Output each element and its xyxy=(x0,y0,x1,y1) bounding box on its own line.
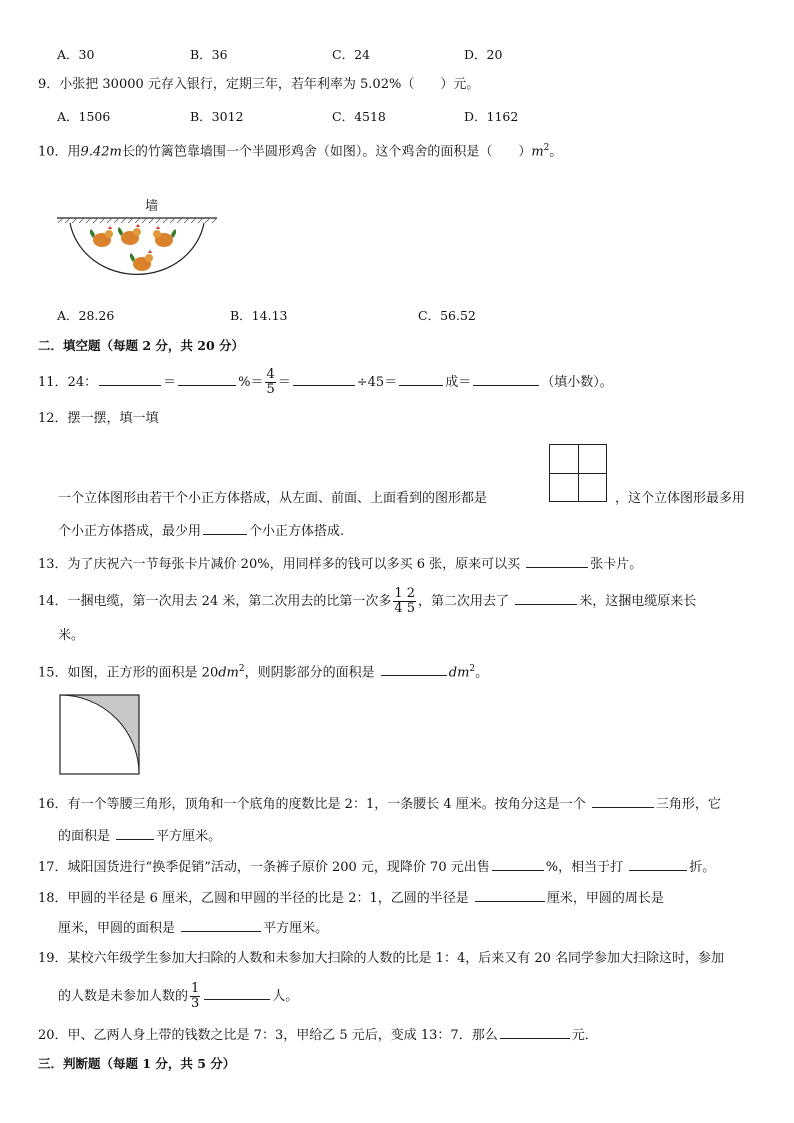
view-grid-figure xyxy=(549,444,607,502)
q12-line-1b: ，这个立体图形最多用 xyxy=(615,491,746,506)
q20-blank[interactable] xyxy=(500,1025,570,1039)
chicken-coop-figure xyxy=(52,192,222,292)
q16-blank-2[interactable] xyxy=(116,826,154,840)
q16-blank-1[interactable] xyxy=(592,794,654,808)
square-shaded-figure xyxy=(59,694,141,776)
q11-blank-3[interactable] xyxy=(293,372,355,386)
q11-blank-1[interactable] xyxy=(99,372,161,386)
q9-option-b: B．3012 xyxy=(190,109,244,124)
q11-blank-4[interactable] xyxy=(399,372,443,386)
q16-line: 16．有一个等腰三角形，顶角和一个底角的度数比是 2：1，一条腰长 4 厘米。按角分这是一个 三角形，它 xyxy=(38,794,721,814)
q9-option-a: A．1506 xyxy=(57,109,111,124)
q16-line-2: 的面积是 平方厘米。 xyxy=(58,826,221,846)
q11-blank-2[interactable] xyxy=(178,372,236,386)
q13-blank[interactable] xyxy=(526,554,588,568)
q17-line: 17．城阳国货进行“换季促销”活动，一条裤子原价 200 元，现降价 70 元出售 %，相当于打 折。 xyxy=(38,857,715,877)
chicken-icons xyxy=(90,224,176,271)
q12-line-2: 个小正方体搭成，最少用 个小正方体搭成. xyxy=(58,521,344,541)
q11-line: 11．24： ＝ %＝ $\frac{4}{5}$ ＝ ÷45＝ 成＝ （填小数）。 xyxy=(38,367,613,397)
q17-blank-1[interactable] xyxy=(492,857,544,871)
q14-line-2: 米。 xyxy=(58,628,85,643)
section-judge-title: 三．判断题（每题 1 分，共 5 分） xyxy=(38,1056,236,1071)
q14-line: 14．一捆电缆，第一次用去 24 米，第二次用去的比第一次多 $\frac{1 2}{4 5}$ ，第二次用去了 米，这捆电缆原来长 xyxy=(38,586,697,616)
q10-option-a: A．28.26 xyxy=(57,308,115,323)
q20-line: 20．甲、乙两人身上带的钱数之比是 7：3，甲给乙 5 元后，变成 13：7．那么 元． xyxy=(38,1025,598,1045)
q11-blank-5[interactable] xyxy=(473,372,539,386)
q9-stem: 9．小张把 30000 元存入银行，定期三年，若年利率为 5.02%（ ）元。 xyxy=(38,77,480,92)
q19-line: 19．某校六年级学生参加大扫除的人数和未参加大扫除的人数的比是 1：4，后来又有 20 名同学参加大扫除这时，参加 xyxy=(38,951,725,966)
q18-blank-1[interactable] xyxy=(475,888,545,902)
q19-line-2: 的人数是未参加人数的 $\frac{1}{3}$ 人。 xyxy=(58,981,299,1011)
q12-line-1a: 一个立体图形由若干个小正方体搭成，从左面、前面、上面看到的图形都是 xyxy=(58,491,488,506)
q8-option-c: C．24 xyxy=(332,47,370,62)
q9-option-d: D．1162 xyxy=(464,109,519,124)
q12-title: 12．摆一摆，填一填 xyxy=(38,411,159,426)
q18-line: 18．甲圆的半径是 6 厘米，乙圆和甲圆的半径的比是 2：1，乙圆的半径是 厘米，甲圆的周长是 xyxy=(38,888,664,908)
q8-option-d: D．20 xyxy=(464,47,503,62)
q10-option-b: B．14.13 xyxy=(230,308,288,323)
q17-blank-2[interactable] xyxy=(629,857,687,871)
q8-option-a: A．30 xyxy=(57,47,95,62)
section-fill-in-title: 二．填空题（每题 2 分，共 20 分） xyxy=(38,338,245,353)
q9-option-c: C．4518 xyxy=(332,109,386,124)
q15-blank[interactable] xyxy=(381,662,447,676)
q18-blank-2[interactable] xyxy=(181,918,261,932)
q8-option-b: B．36 xyxy=(190,47,228,62)
q14-blank[interactable] xyxy=(515,591,577,605)
q18-line-2: 厘米，甲圆的面积是 平方厘米。 xyxy=(58,918,328,938)
q12-blank-min[interactable] xyxy=(203,521,247,535)
q19-blank[interactable] xyxy=(204,986,270,1000)
q15-line: 15．如图，正方形的面积是 $20dm^2$，则阴影部分的面积是 $dm^2$。 xyxy=(38,664,489,681)
q13-line: 13．为了庆祝六一节每张卡片减价 20%，用同样多的钱可以多买 6 张，原来可以买 张卡片。 xyxy=(38,554,642,574)
wall-label: 墙 xyxy=(145,199,159,214)
q10-option-c: C．56.52 xyxy=(418,308,476,323)
q10-stem: 10．用9.42m长的竹篱笆靠墙围一个半圆形鸡舍（如图）。这个鸡舍的面积是（ ）$m^2$。 xyxy=(38,143,563,160)
